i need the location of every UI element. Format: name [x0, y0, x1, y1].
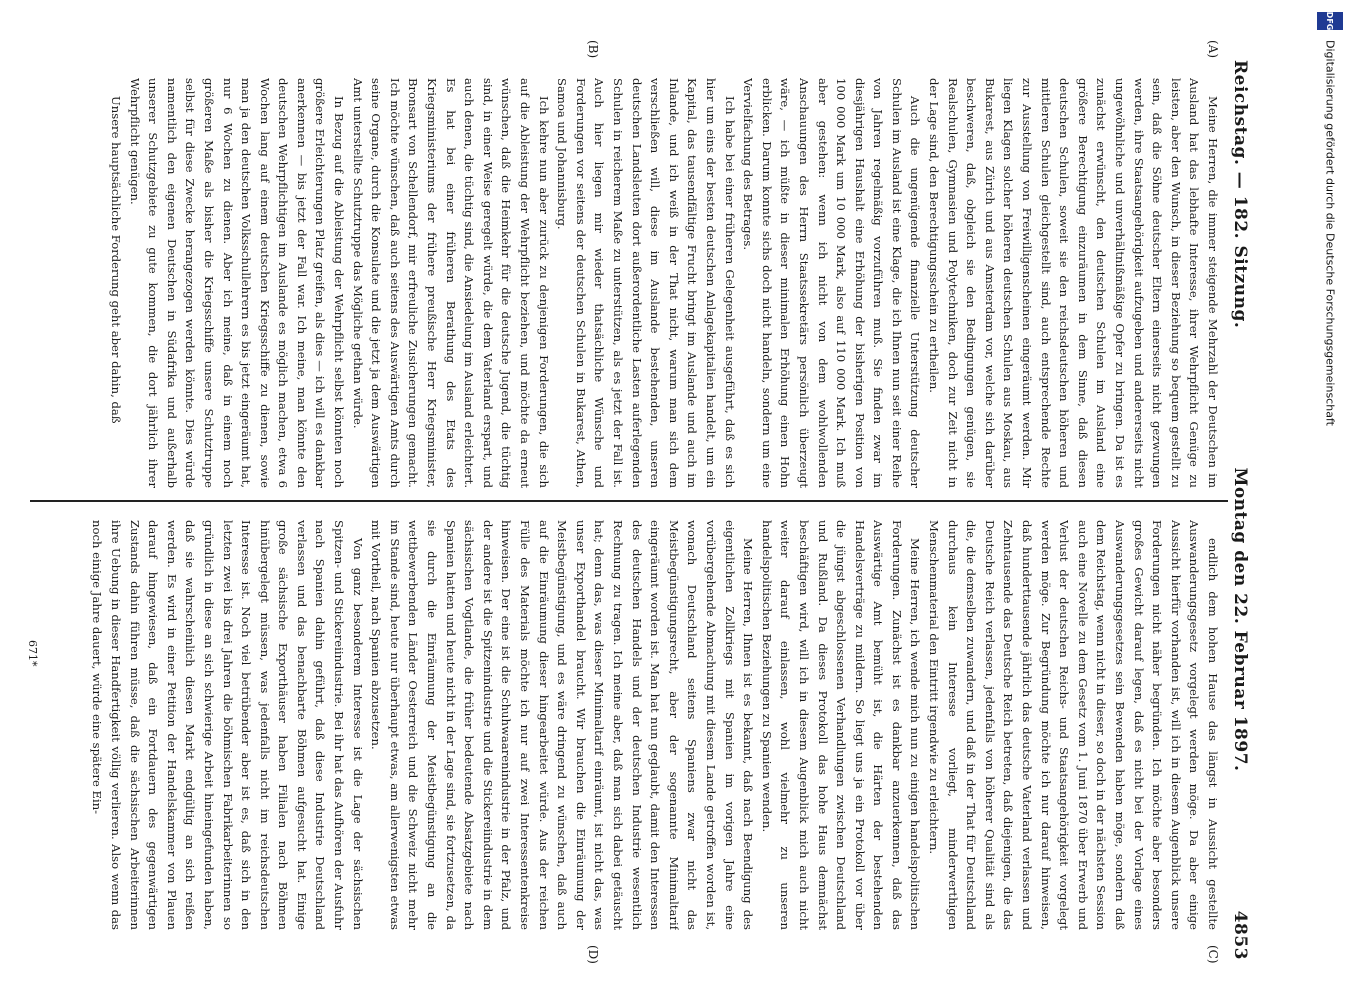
watermark-text: Digitalisierung gefördert durch die Deutsche Forschungsgemeinschaft — [1323, 40, 1337, 426]
dfg-logo-icon: DFG — [1317, 12, 1343, 30]
page-signature: 671* — [26, 640, 39, 667]
paragraph: Meine Herren, ich wende mich nun zu einigen handelspolitischen Forderungen. Zunächst ist es dankbar anzuerkennen, daß das Auswärtige Amt bemüht ist, die Härten der bestehenden Handelsverträge zu mildern. So liegt uns ja ein Protokoll vor über die jüngst abgeschlossenen Verhandlungen zwischen Deutschland und Rußland. Da dieses Protokoll das hohe Haus demnächst beschäftigen wird, will ich in diesem Augenblick mich auch nicht weiter darauf einlassen, wohl vielmehr zu unseren handelspolitischen Beziehungen zu Spanien wenden. — [759, 520, 923, 930]
paragraph: Meine Herren, Ihnen ist es bekannt, daß nach Beendigung des eigentlichen Zollkriegs mit Spanien im vorigen Jahre eine vorübergehende Abmachung mit diesem Lande getroffen worden ist, wonach Deutschland seitens Spaniens zwar nicht das Meistbegünstigungsrecht, aber der sogenannte Minimaltarif eingeräumt worden ist. Man hat nun geglaubt, damit den Interessen des deutschen Handels und der deutschen Industrie wesentlich Rechnung zu tragen. Ich meine aber, daß man sich dabei getäuscht hat; denn das, was dieser Minimaltarif einräumt, ist nicht das, was unser Exporthandel braucht. Wir brauchen die Einräumung der Meistbegünstigung, und es wäre dringend zu wünschen, daß auch auf die Einräumung dieser hingearbeitet würde. Aus der reichen Fülle des Materials möchte ich nur auf zwei Interessentenkreise hinweisen. Der eine ist die Schuhwaarenindustrie in der Pfalz, und der andere ist die Spitzenindustrie und die Stickereiindustrie in dem sächsischen Vogtlande, die früher bedeutende Absatzgebiete nach Spanien hatten und heute nicht in der Lage sind, sie fortzusetzen, da sie durch die Einräumung der Meistbegünstigung an die wettbewerbenden Länder Oesterreich und die Schweiz nicht mehr im Stande sind, heute nur überhaupt etwas, am allerwenigsten etwas mit Vortheil, nach Spanien abzusetzen. — [369, 520, 756, 930]
paragraph: Unsere hauptsächliche Forderung geht aber dahin, daß — [108, 96, 123, 424]
left-column — [40, 78, 1222, 488]
paragraph: Ich kehre nun aber zurück zu denjenigen Forderungen, die sich auf die Ableistung der Wehrpflicht beziehen, und möchte da erneut wünschen, daß die Heimkehr für die deutsche Jugend, die tüchtig sind, in einer Weise geregelt würde, die dem Vaterland erspart, und auch denen, die tüchtig sind, die Ansiedelung im Ausland erleichtert. Es hat bei einer früheren Berathung des Etats des Kriegsministeriums der frühere preußische Herr Kriegsminister, Bronsart von Schellendorf, mir erfreuliche Zusicherungen gemacht. Ich möchte wünschen, daß auch seitens des Auswärtigen Amts durch seine Organe, durch die Konsulate und die jetzt ja dem Auswärtigen Amt unterstellte Schutztruppe das Mögliche gethan würde. — [350, 78, 551, 488]
page-header — [1230, 60, 1260, 960]
marker-c: (C) — [1206, 945, 1220, 964]
header-page-number: 4853 — [1230, 910, 1250, 960]
paragraph: Ich habe bei einer früheren Gelegenheit ausgeführt, daß es sich hier um eins der besten deutschen Anlagekapitalien handelt, um ein Kapital, das tausendfältige Frucht bringt im Auslande und auch im Inlande, und ich weiß in der That nicht, warum man sich dem verschließen will, diese im Auslande bestehenden, unseren deutschen Landsleuten dort außerordentliche Lasten auferlegenden Schulen in reicherem Maße zu unterstützen, als es jetzt der Fall ist. Auch hier liegen mir wieder thatsächliche Wünsche und Forderungen vor seitens der deutschen Schulen in Bukarest, Athen, Samoa und Johannisburg. — [555, 78, 737, 488]
paragraph: endlich dem hohen Hause das längst in Aussicht gestellte Auswanderungsgesetz vorgelegt werden möge. Da aber einige Aussicht hierfür vorhanden ist, will ich in diesem Augenblick unsere Forderungen nicht näher begründen. Ich möchte aber besonders großes Gewicht darauf legen, daß es nicht bei der Vorlage eines Auswanderungsgesetzes sein Bewenden haben möge, sondern daß dem Reichstag, wenn nicht in dieser, so doch in der nächsten Session auch eine Novelle zu dem Gesetz vom 1. Juni 1870 über Erwerb und Verlust der deutschen Reichs- und Staatsangehörigkeit vorgelegt werden möge. Zur Begründung möchte ich nur darauf hinweisen, daß hunderttausende jährlich das deutsche Vaterland verlassen und Zehntausende das Deutsche Reich betreten, daß diejenigen, die das Deutsche Reich verlassen, jedenfalls von höherer Qualität sind als die, die demselben zuwandern, und daß in der That für Deutschland durchaus kein Interesse vorliegt, minderwerthigen Menschenmaterial den Eintritt irgendwie zu erleichtern. — [927, 520, 1220, 930]
right-column — [40, 520, 1222, 930]
paragraph: In Bezug auf die Ableistung der Wehrpflicht selbst könnten noch größere Erleichterungen Platz greifen, als dies — ich will es dankbar anerkennen — bis jetzt der Fall war. Ich meine, man könnte den deutschen Wehrpflichtigen im Auslande es möglich machen, etwa 6 Wochen lang auf einem deutschen Kriegsschiffe zu dienen, sowie man ja den deutschen Volksschullehrern es bis jetzt eingeräumt hat, nur 6 Wochen zu dienen. Aber ich meine, daß in einem noch größeren Maße als bisher die Kriegsschiffe unsere Schutztruppe selbst für diese Zwecke herangezogen werden könnte. Dies würde namentlich den eigenen Deutschen in Südafrika und außerhalb unserer Schutzgebiete zu gute kommen, die dort jährlich ihrer Wehrpflicht genügen. — [127, 78, 347, 488]
digitization-watermark — [1321, 8, 1339, 426]
marker-b: (B) — [586, 40, 600, 59]
column-divider — [30, 500, 1228, 502]
header-date: Montag den 22. Februar 1897. — [1230, 467, 1250, 772]
marker-a: (A) — [1206, 40, 1220, 59]
paragraph: Meine Herren, die immer steigende Mehrzahl der Deutschen im Ausland hat das lebhafte Interesse, ihrer Wehrpflicht Genüge zu leisten, aber den Wunsch, in dieser Beziehung so bequem gestellt zu sein, daß die Söhne deutscher Eltern einerseits nicht gezwungen werden, ihre Staatsangehörigkeit aufzugeben und andererseits nicht ungewöhnliche und unverhältnißmäßige Opfer zu bringen. Da ist es zunächst erwünscht, den deutschen Schulen im Ausland eine größere Berechtigung einzuräumen in dem Sinne, daß diesen deutschen Schulen, soweit sie den reichsdeutschen höheren und mittleren Schulen gleichgestellt sind, auch entsprechende Rechte zur Ausstellung von Freiwilligenscheinen eingeräumt werden. Mir liegen Klagen solcher höheren deutschen Schulen aus Moskau, aus Bukarest, aus Zürich und aus Amsterdam vor, welche sich darüber beschweren, daß, obgleich sie den Bedingungen genügen, sie Realschulen, Gymnasien und Polytechniken, doch zur Zeit nicht in der Lage sind, den Berechtigungsschein zu ertheilen. — [927, 78, 1220, 488]
header-session: Reichstag. — 182. Sitzung. — [1230, 60, 1250, 329]
marker-d: (D) — [586, 945, 600, 964]
paragraph: Von ganz besonderem Interesse ist die Lage der sächsischen Spitzen- und Stickereiindustrie. Bei ihr hat das Aufhören der Ausfuhr nach Spanien dahin geführt, daß diese Industrie Deutschland verlassen und das benachbarte Böhmen aufgesucht hat. Einige große sächsische Exporthäuser haben Filialen nach Böhmen hinübergelegt müssen, was jedenfalls nicht im reichsdeutschen Interesse ist. Noch viel betrübender aber ist es, daß sich in den letzten zwei bis drei Jahren die böhmischen Fabrikarbeiterinnen so gründlich in diese an sich schwierige Arbeit hineingefunden haben, daß sie wahrscheinlich diesen Markt endgültig an sich reißen werden. Es wird in einer Petition der Handelskammer von Plauen darauf hingewiesen, daß ein Fortdauern des gegenwärtigen Zustands dahin führen müsse, daß die sächsischen Arbeiterinnen ihre Uebung in dieser Handfertigkeit völlig verlieren. Also wenn das noch einige Jahre dauert, würde eine spätere Ein- — [90, 520, 365, 930]
paragraph: Auch die ungenügende finanzielle Unterstützung deutscher Schulen im Ausland ist eine Klage, die ich Ihnen nun seit einer Reihe von Jahren regelmäßig vorzuführen muß. Sie finden zwar im diesjährigen Haushalt eine Erhöhung der bisherigen Position von 100 000 Mark um 10 000 Mark, also auf 110 000 Mark. Ich muß aber gestehen: wenn ich nicht von dem wohlwollenden Anschauungen des Herrn Staatssekretärs persönlich überzeugt wäre, — ich müßte in dieser minimalen Erhöhung einen Hohn erblicken. Darum konnte sichs doch nicht handeln, sondern um eine Vervielfachung des Betrages. — [741, 78, 923, 488]
